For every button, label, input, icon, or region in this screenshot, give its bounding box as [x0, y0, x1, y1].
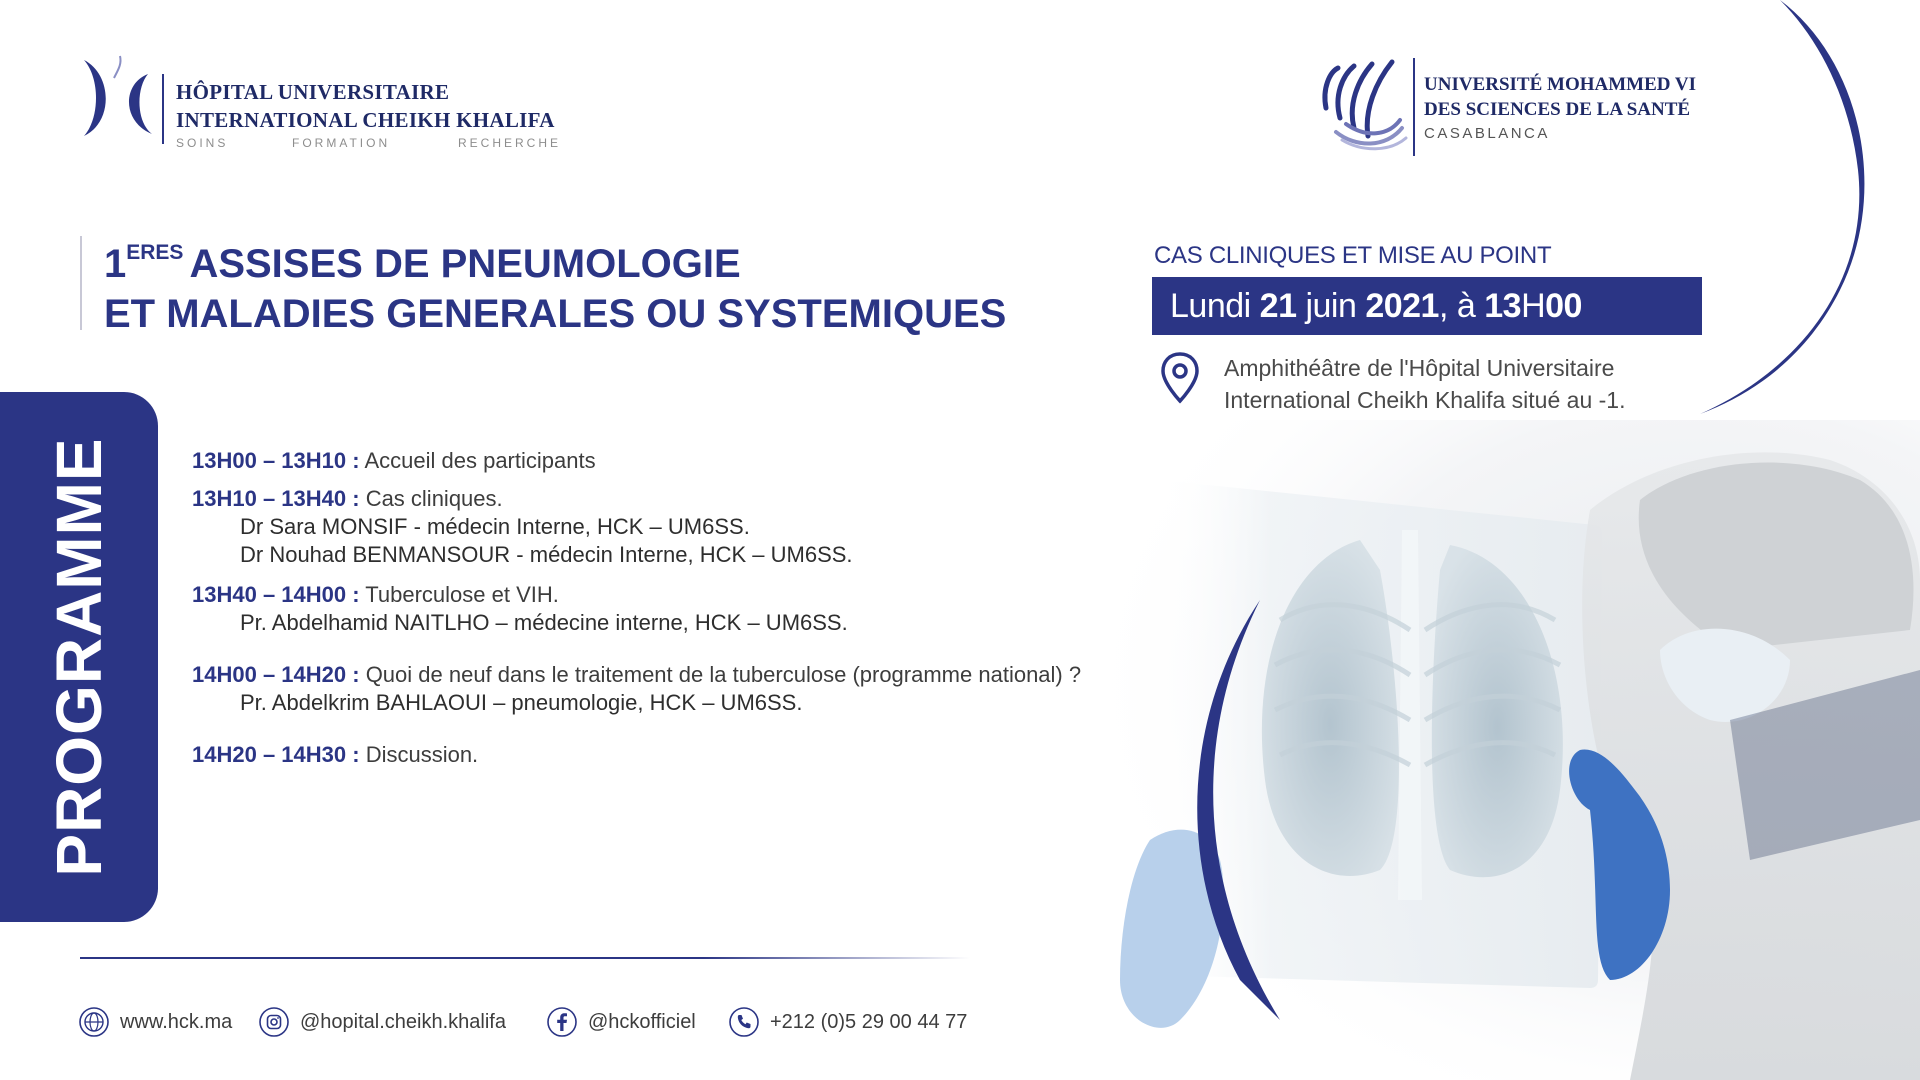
xray-photo	[1030, 420, 1920, 1080]
instagram-icon	[258, 1006, 290, 1038]
title-line2: ET MALADIES GENERALES OU SYSTEMIQUES	[104, 292, 1007, 336]
hck-name-line1: HÔPITAL UNIVERSITAIRE	[176, 80, 450, 104]
schedule-item	[192, 662, 1081, 688]
footer-instagram[interactable]	[258, 1004, 506, 1040]
venue-line2: International Cheikh Khalifa situé au -1.	[1224, 387, 1626, 413]
hck-logo-divider	[162, 74, 164, 144]
time-min: 00	[1545, 287, 1582, 325]
schedule-item	[192, 742, 478, 768]
event-title	[104, 228, 1006, 339]
venue-line1: Amphithéâtre de l'Hôpital Universitaire	[1224, 355, 1615, 381]
um6ss-name-line1: UNIVERSITÉ MOHAMMED VI	[1424, 74, 1697, 95]
title-rule	[80, 236, 82, 330]
hck-tag-soins: SOINS	[176, 136, 229, 150]
time-hour: 13	[1484, 287, 1522, 325]
date-year: 2021	[1365, 287, 1439, 325]
slot-time: 13H40 – 14H00 :	[192, 582, 360, 607]
schedule-item	[192, 582, 559, 608]
schedule-item	[192, 448, 596, 474]
phone-icon	[728, 1006, 760, 1038]
title-superscript: ERES	[126, 241, 184, 264]
footer-rule	[80, 957, 970, 959]
schedule-item	[192, 486, 503, 512]
um6ss-logo	[1316, 52, 1716, 162]
slot-time: 13H10 – 13H40 :	[192, 486, 360, 511]
slot-title: Discussion.	[365, 742, 479, 767]
hck-tagline	[176, 136, 561, 150]
slot-time: 14H20 – 14H30 :	[192, 742, 360, 767]
map-pin-icon	[1160, 352, 1200, 404]
slot-title: Quoi de neuf dans le traitement de la tuberculose (programme national) ?	[365, 662, 1082, 687]
decorative-arc	[1680, 0, 1920, 420]
title-line1	[104, 228, 1006, 289]
hck-name-line2: INTERNATIONAL CHEIKH KHALIFA	[176, 108, 555, 132]
slot-title: Tuberculose et VIH.	[365, 582, 559, 607]
event-venue	[1224, 352, 1625, 416]
um6ss-name-line2: DES SCIENCES DE LA SANTÉ	[1424, 99, 1691, 120]
facebook-text: @hckofficiel	[588, 1010, 696, 1033]
globe-icon	[78, 1006, 110, 1038]
hck-emblem-icon	[78, 52, 158, 142]
event-subtitle: CAS CLINIQUES ET MISE AU POINT	[1154, 242, 1552, 269]
slot-speaker: Pr. Abdelhamid NAITLHO – médecine interne, HCK – UM6SS.	[240, 610, 848, 635]
slot-time: 14H00 – 14H20 :	[192, 662, 360, 687]
slot-title: Accueil des participants	[364, 448, 596, 473]
hck-tag-recherche: RECHERCHE	[458, 136, 562, 150]
um6ss-logo-divider	[1413, 58, 1415, 156]
footer-website[interactable]	[78, 1004, 232, 1040]
date-month: juin	[1305, 287, 1357, 325]
date-day: Lundi	[1170, 287, 1251, 325]
um6ss-city: CASABLANCA	[1424, 125, 1550, 142]
programme-label: PROGRAMME	[43, 437, 115, 877]
title-line1-text: ASSISES DE PNEUMOLOGIE	[189, 242, 741, 286]
programme-tab	[0, 392, 158, 922]
title-number: 1	[104, 242, 127, 286]
date-sep: , à	[1438, 287, 1476, 325]
time-h: H	[1521, 287, 1546, 325]
slot-time: 13H00 – 13H10 :	[192, 448, 360, 473]
hck-tag-formation: FORMATION	[292, 136, 391, 150]
footer-facebook[interactable]	[546, 1004, 696, 1040]
um6ss-emblem-icon	[1316, 52, 1416, 156]
event-date-banner	[1152, 277, 1702, 335]
slot-speaker: Dr Nouhad BENMANSOUR - médecin Interne, HCK – UM6SS.	[240, 542, 853, 567]
facebook-icon	[546, 1006, 578, 1038]
phone-text: +212 (0)5 29 00 44 77	[770, 1010, 968, 1033]
website-text: www.hck.ma	[120, 1010, 233, 1033]
footer-phone[interactable]	[728, 1004, 967, 1040]
slot-speaker: Dr Sara MONSIF - médecin Interne, HCK – UM6SS.	[240, 514, 750, 539]
hck-logo	[78, 52, 578, 152]
date-num: 21	[1259, 287, 1297, 325]
slot-title: Cas cliniques.	[365, 486, 503, 511]
instagram-text: @hopital.cheikh.khalifa	[300, 1010, 506, 1033]
slot-speaker: Pr. Abdelkrim BAHLAOUI – pneumologie, HCK – UM6SS.	[240, 690, 803, 715]
